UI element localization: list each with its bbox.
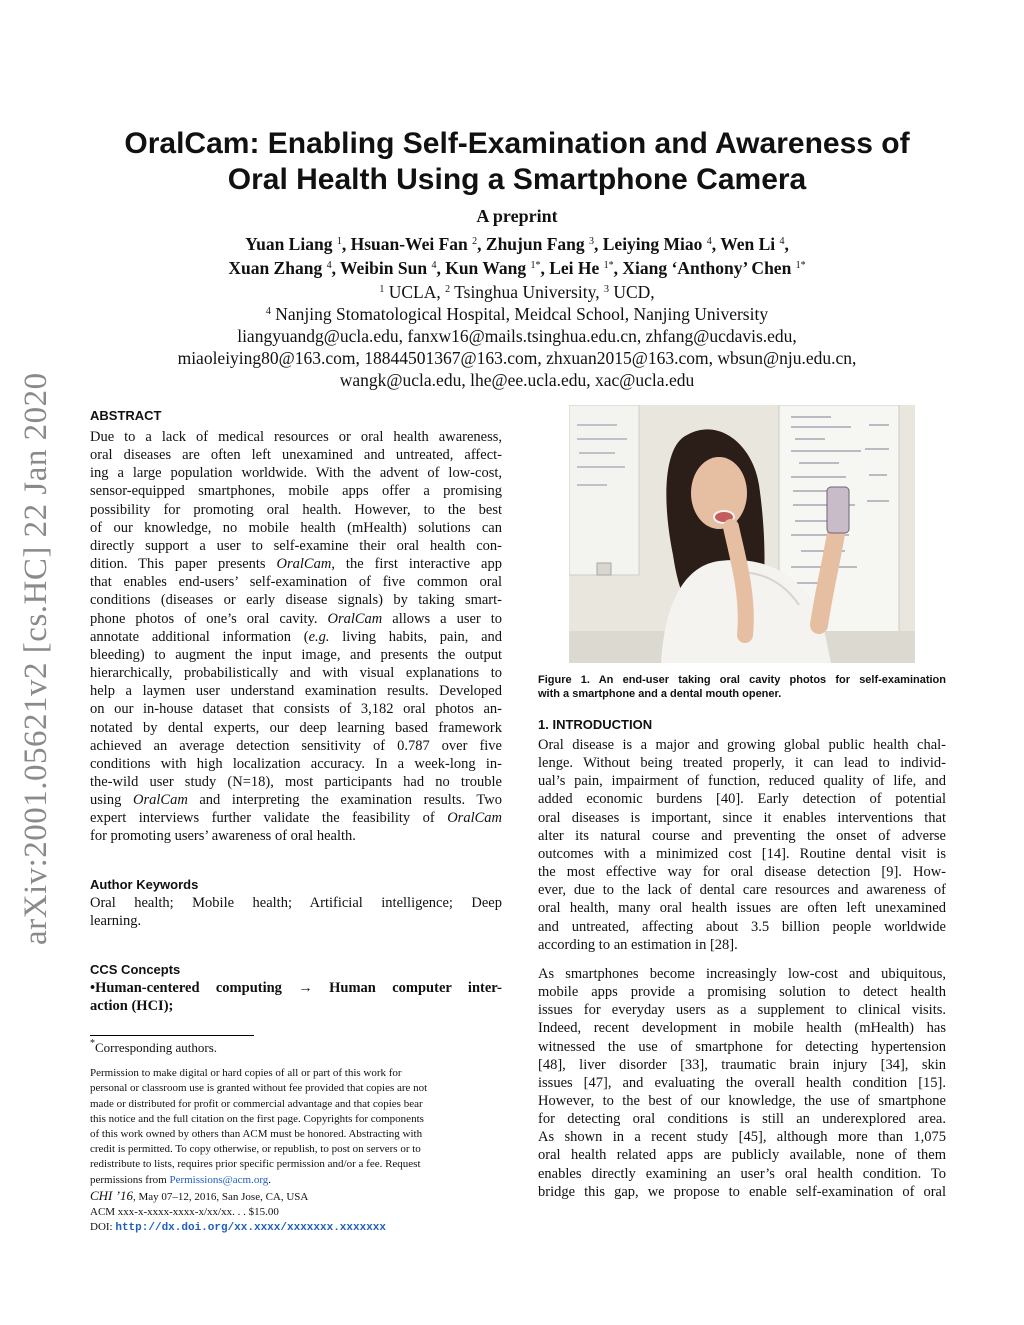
ccs-heading: CCS Concepts (90, 961, 181, 977)
text-line: hierarchically, probabilistically and with visual explanations to (90, 665, 502, 682)
text-line: for promoting users’ awareness of oral health. (90, 828, 356, 845)
text-line: added economic burdens [40]. Early detection of potential (538, 791, 946, 808)
introduction-heading: 1. INTRODUCTION (538, 717, 653, 732)
figure-caption (538, 673, 946, 701)
text-line: and untreated, affecting about 3.5 billion people worldwide (538, 918, 946, 935)
text-line: [48], liver disorder [33], traumatic brain injury [34], skin (538, 1056, 946, 1073)
affil-mark: 4 (265, 306, 271, 317)
permissions-email-link[interactable]: Permissions@acm.org (169, 1173, 269, 1186)
paper-title (100, 126, 934, 198)
title-line: OralCam: Enabling Self-Examination and Awareness of (124, 127, 910, 160)
text-line: conditions (diseases or early disease signals) by taking smart- (90, 592, 502, 609)
text-line: help a laymen user understand examination results. Developed (90, 683, 502, 700)
text-run: and interpreting the examination results. Two (187, 792, 502, 809)
text-line: ever, due to the lack of dental care resources and awareness of (538, 882, 946, 899)
affil-mark: 2 (445, 284, 451, 295)
text-run: . (268, 1173, 272, 1186)
text-line (90, 610, 502, 628)
text-run: phone photos of one’s oral cavity. (90, 610, 328, 627)
text-line: Indeed, recent development in mobile health (mHealth) has (538, 1020, 946, 1037)
author-line (100, 232, 934, 256)
text-line: of this work owned by others than ACM must be honored. Abstracting with (90, 1128, 423, 1141)
affil-mark: 4 (326, 260, 332, 271)
text-line: mobile apps provide a promising solution to detect health (538, 984, 946, 1001)
email-line: wangk@ucla.edu, lhe@ee.ucla.edu, xac@ucla.edu (339, 370, 695, 390)
author: , Zhujun Fang (477, 234, 585, 254)
separator: , (784, 234, 789, 254)
text-run: dition. This paper presents (90, 556, 277, 573)
text-line (90, 628, 502, 646)
text-line: Permission to make digital or hard copies of all or part of this work for (90, 1067, 402, 1080)
isbn-line: ACM xxx-x-xxxx-xxxx-x/xx/xx. . . $15.00 (90, 1206, 279, 1219)
text-line: lenge. Without being treated properly, it can lead to individ- (538, 755, 946, 772)
text-line (90, 1173, 494, 1188)
doi-link[interactable]: http://dx.doi.org/xx.xxxx/xxxxxxx.xxxxxxx (115, 1222, 387, 1235)
text-line: However, to the best of our knowledge, the use of smartphone (538, 1092, 946, 1109)
affil-mark: 1* (603, 260, 614, 271)
conference-name: CHI ’16 (90, 1187, 133, 1203)
text-line: bridge this gap, we propose to enable self-examination of oral (538, 1183, 946, 1200)
arxiv-identifier: arXiv:2001.05621v2 [cs.HC] 22 Jan 2020 (18, 372, 54, 945)
text-line: that enables end-users’ self-examination of five common oral (90, 574, 502, 591)
author: , Leiying Miao (594, 234, 703, 254)
app-name: OralCam (327, 610, 383, 627)
user-photo-illustration (569, 405, 915, 663)
text-run: expert interviews further validate the feasibility of (90, 810, 448, 827)
text-line: redistribute to lists, requires prior specific permission and/or a fee. Request (90, 1158, 421, 1171)
author: , Kun Wang (436, 258, 527, 278)
text-line: directly support a user to self-examine their oral health con- (90, 537, 502, 554)
email-line: miaoleiying80@163.com, 18844501367@163.com, zhxuan2015@163.com, wbsun@nju.edu.cn, (177, 348, 857, 368)
text-line: possibility for promoting oral health. However, to the best (90, 501, 502, 518)
conference-line (90, 1188, 494, 1205)
text-line: oral diseases is important, since it enables interventions that (538, 809, 946, 826)
affil-mark: 1 (379, 284, 385, 295)
text-line: of our knowledge, no mobile health (mHealth) solutions can (90, 519, 502, 536)
email-line: liangyuandg@ucla.edu, fanxw16@mails.tsinghua.edu.cn, zhfang@ucdavis.edu, (237, 326, 797, 346)
text-line: Oral disease is a major and growing global public health chal- (538, 737, 946, 753)
text-run: e.g. (308, 628, 330, 645)
left-column (90, 407, 502, 1236)
text-line: As shown in a recent study [45], although more than 1,075 (538, 1129, 946, 1146)
text-run: allows a user to (382, 610, 503, 627)
text-line: on our in-house dataset that consists of 3,182 oral photos an- (90, 701, 502, 718)
text-line (90, 555, 502, 573)
keywords-heading: Author Keywords (90, 876, 199, 892)
affil-mark: 3 (603, 284, 609, 295)
text-line: action (HCI); (90, 998, 174, 1015)
text-line: according to an estimation in [28]. (538, 936, 738, 953)
doi-line (90, 1220, 494, 1236)
affil-mark: 4 (779, 236, 785, 247)
author-line (100, 256, 934, 280)
author: , Hsuan-Wei Fan (341, 234, 468, 254)
text-line (90, 791, 502, 809)
text-run: annotate additional information ( (90, 628, 309, 645)
title-line: Oral Health Using a Smartphone Camera (227, 163, 807, 196)
doi-label: DOI: (90, 1221, 116, 1234)
author: , Wen Li (711, 234, 776, 254)
text-line: oral health related apps are publicly available, none of them (538, 1147, 946, 1164)
text-line: made or distributed for profit or commercial advantage and that copies bear (90, 1097, 423, 1110)
text-line: oral health, many oral health issues are often left unexamined (538, 900, 946, 917)
affil-mark: 1* (530, 260, 541, 271)
text-line: •Human-centered computing → Human computer inter- (90, 979, 502, 996)
text-line: As smartphones become increasingly low-cost and ubiquitous, (538, 965, 946, 982)
preprint-label: A preprint (476, 206, 558, 226)
right-column (538, 405, 946, 1201)
text-line: Due to a lack of medical resources or oral health awareness, (90, 429, 502, 445)
affil-mark: 2 (472, 236, 478, 247)
affiliation: Nanjing Stomatological Hospital, Meidcal School, Nanjing University (275, 304, 769, 324)
affil-mark: 3 (589, 236, 594, 247)
app-name: OralCam (133, 792, 188, 809)
caption-line: Figure 1. An end-user taking oral cavity photos for self-examination (538, 674, 946, 686)
text-line: sensor-equipped smartphones, mobile apps offer a promising (90, 483, 502, 500)
ccs-text (90, 979, 502, 1015)
affil-mark: 1 (336, 236, 342, 247)
affil-mark: 4 (431, 260, 437, 271)
text-line: achieved an average detection sensitivity of 0.787 over five (90, 737, 502, 754)
abstract-text (90, 428, 502, 846)
footnote (90, 1040, 502, 1056)
text-line: enables directly examining an user’s oral health condition. To (538, 1165, 946, 1182)
text-run: living habits, pain, and (329, 628, 503, 645)
text-line: Oral health; Mobile health; Artificial intelligence; Deep (90, 894, 502, 911)
text-line: witnessed the use of smartphone for detecting hypertension (538, 1038, 946, 1055)
affil-mark: 1* (795, 260, 806, 271)
affiliation: Tsinghua University, (454, 282, 604, 302)
text-line: personal or classroom use is granted without fee provided that copies are not (90, 1082, 428, 1095)
affil-mark: 4 (706, 236, 712, 247)
footnote-text: Corresponding authors. (95, 1040, 218, 1056)
figure-1-photo (569, 405, 915, 663)
footnote-mark: * (90, 1038, 95, 1050)
permission-block (90, 1066, 494, 1236)
app-name: OralCam (276, 556, 332, 573)
text-line: this notice and the full citation on the first page. Copyrights for components (90, 1112, 424, 1125)
intro-paragraph-1 (538, 736, 946, 954)
author-list (100, 232, 934, 280)
text-line: conditions with high localization accuracy. In a week-long in- (90, 755, 502, 772)
affiliation: UCD, (613, 282, 655, 302)
text-line: issues [47], and evaluating the overall health condition [15]. (538, 1074, 946, 1091)
caption-line: with a smartphone and a dental mouth opener. (538, 688, 782, 700)
affiliation-line (80, 281, 954, 303)
author: , Lei He (540, 258, 600, 278)
text-line: oral diseases are often left unexamined and untreated, affect- (90, 447, 502, 464)
text-line: bleeding) to augment the input image, and presents the output (90, 646, 502, 663)
text-line: outcomes with a minimized cost [14]. Routine dental visit is (538, 845, 946, 862)
author: , Weibin Sun (331, 258, 428, 278)
intro-paragraph-2 (538, 965, 946, 1201)
text-line: alter its natural course and preventing the onset of adverse (538, 827, 946, 844)
text-run: , the first interactive app (331, 556, 502, 573)
text-line (90, 809, 502, 827)
text-line: the most effective way for oral disease detection [9]. How- (538, 864, 946, 881)
text-line: the-wild user study (N=18), most participants had no trouble (90, 773, 502, 790)
author: Yuan Liang (245, 234, 333, 254)
text-line: for detecting oral conditions is still an underexplored area. (538, 1111, 946, 1128)
keywords-text (90, 894, 502, 930)
author: , Xiang ‘Anthony’ Chen (613, 258, 792, 278)
text-line: issues for everyday users as a supplement to clinical visits. (538, 1002, 946, 1019)
text-line: learning. (90, 912, 142, 929)
text-line: notated by dental experts, our deep learning based framework (90, 719, 502, 736)
text-line: ing a large population worldwide. With the advent of low-cost, (90, 465, 502, 482)
text-run: permissions from (90, 1173, 170, 1186)
affiliation-line (80, 303, 954, 325)
text-line: ual’s pain, impairment of function, reduced quality of life, and (538, 773, 946, 790)
app-name: OralCam (447, 810, 502, 827)
abstract-heading: ABSTRACT (90, 408, 162, 423)
text-line: credit is permitted. To copy otherwise, or republish, to post on servers or to (90, 1143, 421, 1156)
footnote-divider (90, 1035, 254, 1036)
conference-details: , May 07–12, 2016, San Jose, CA, USA (132, 1190, 309, 1203)
affiliation: UCLA, (388, 282, 446, 302)
affiliations (80, 281, 954, 391)
text-run: using (90, 792, 133, 809)
author: Xuan Zhang (228, 258, 323, 278)
